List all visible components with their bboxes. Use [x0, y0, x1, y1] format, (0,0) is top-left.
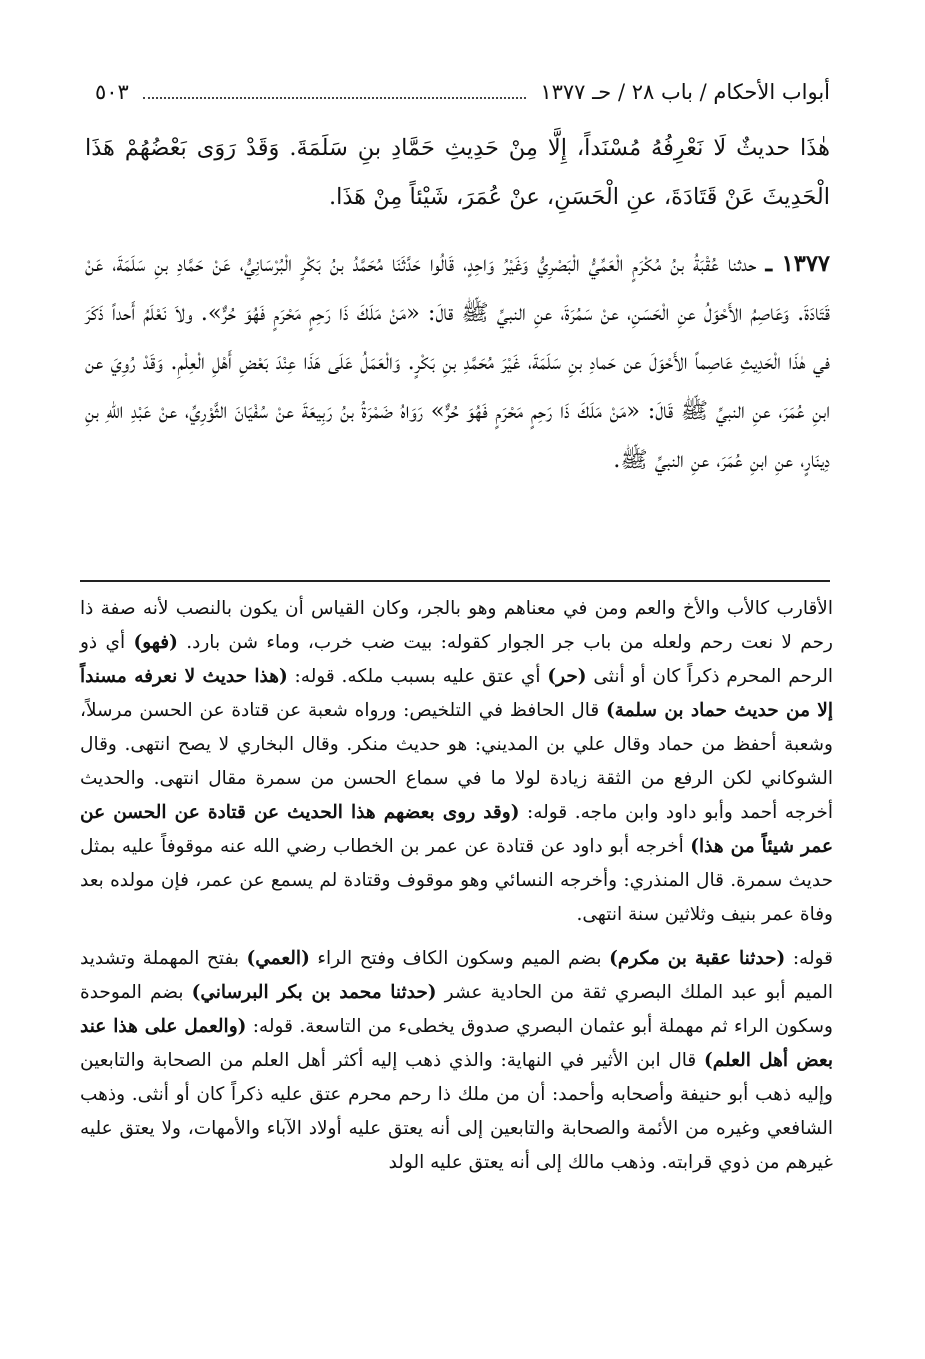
fn1-text-2: أي ذو الرحم المحرم ذكراً كان أو أنثى [80, 632, 833, 687]
fn1-bold-4: (وقد روى بعضهم هذا الحديث عن قتادة عن الحسن عن عمر شيئاً من هذا) [80, 802, 833, 857]
page-header [95, 72, 830, 112]
fn2-bold-4: (والعمل على هذا عند بعض أهل العلم) [80, 1016, 833, 1071]
main-paragraph-2 [85, 240, 830, 485]
hadith-number: ١٣٧٧ ـ [765, 251, 830, 277]
fn2-bold-2: (العمي) [246, 948, 310, 969]
fn2-text-2: بضم الميم وسكون الكاف وفتح الراء [317, 948, 602, 969]
header-dot-leader [143, 97, 527, 99]
footnote-separator [80, 580, 830, 582]
fn2-text-1: قوله: [792, 948, 834, 969]
fn1-text-3: أي عتق عليه بسبب ملكه. قوله: [294, 666, 541, 687]
fn1-text-1: الأقارب كالأب والأخ والعم ومن في معناهم وهو بالجر، وكان القياس أن يكون بالنصب لأنه صفة ذا رحم لا نعت رحم ولعله من باب جر الجوار كقوله: بيت ضب خرب، وماء شن بارد. [80, 598, 833, 653]
fn1-text-5: أخرجه أبو داود عن قتادة عن عمر بن الخطاب رضي الله عنه موقوفاً عليه بمثل حديث سمرة. قال المنذري: وأخرجه النسائي وهو موقوف وقتادة لم يسمع عن عمر، فإن مولده بعد وفاة عمر بنيف وثلاثين سنة انتهى. [80, 836, 833, 925]
fn1-bold-3: (هذا حديث لا نعرفه مسنداً إلا من حديث حماد بن سلمة) [80, 666, 833, 721]
footnote-2 [80, 942, 833, 1180]
fn2-text-4: بضم الموحدة وسكون الراء ثم مهملة أبو عثمان البصري صدوق يخطىء من التاسعة. قوله: [80, 982, 833, 1037]
fn1-bold-2: (حر) [547, 666, 587, 687]
fn2-text-5: قال ابن الأثير في النهاية: والذي ذهب إليه أكثر أهل العلم من الصحابة والتابعين وإليه ذهب أبو حنيفة وأصحابه وأحمد: أن من ملك ذا رحم محرم عتق عليه ذكراً كان أو أنثى. وذهب الشافعي وغيره من الأئمة والصحابة والتابعين إلى أنه يعتق عليه أولاد الآباء والأمهات، ولا يعتق عليه غيرهم من ذوي قرابته. وذهب مالك إلى أنه يعتق عليه الولد [80, 1050, 833, 1173]
fn2-text-3: بفتح المهملة وتشديد الميم أبو عبد الملك البصري ثقة من الحادية عشر [80, 948, 833, 1003]
fn1-bold-1: (فهو) [133, 632, 178, 653]
fn2-bold-3: (حدثنا محمد بن بكر البرساني) [191, 982, 437, 1003]
main-text [85, 124, 830, 485]
page-number: ٥٠٣ [95, 80, 129, 104]
running-title: أبواب الأحكام / باب ٢٨ / حـ ١٣٧٧ [540, 80, 830, 104]
hadith-text: حدثنا عُقْبَةُ بنُ مُكْرَمٍ الْعَمِّيُّ الْبَصْرِيُّ وَغَيْرُ وَاحِدٍ، قَالُوا حَدَّثَنَا مُحَمَّدُ بنُ بَكْرٍ الْبُرْسَانِيُّ، عَنْ حَمَّادِ بنِ سَلَمَةَ، عَنْ قَتَادَةَ. وَعَاصِمُ الأَحْوَلُ عنِ الْحَسَنِ، عنْ سَمُرَةَ، عنِ النبيِّ ﷺ قالَ: «مَنْ مَلَكَ ذَا رَحِمٍ مَحْرَمٍ فَهُوَ حُرٌّ». ولاَ نَعْلَمُ أَحداً ذَكَرَ في هٰذَا الْحَدِيثِ عَاصِماً الأَحْوَلَ عن حَمادِ بنِ سَلَمَةَ، غَيْرَ مُحَمَّدِ بنِ بَكْرٍ. وَالْعَمَلُ عَلَى هَذَا عِنْدَ بَعْضِ أَهْلِ الْعِلْمِ. وَقَدْ رُوِيَ عن ابنِ عُمَرَ، عنِ النبيِّ ﷺ قَالَ: «مَنْ مَلَكَ ذَا رَحِمٍ مَحْرَمٍ فَهُوَ حُرٌّ» رَوَاهُ ضَمْرَةُ بنُ رَبِيعَةَ عنْ سُفْيَانَ الثَّوْرِيِّ، عنْ عَبْدِ اللهِ بنِ دِينَارٍ، عنِ ابنِ عُمَرَ، عنِ النبيِّ ﷺ. [85, 251, 830, 473]
fn2-bold-1: (حدثنا عقبة بن مكرم) [609, 948, 786, 969]
footnote-1 [80, 592, 833, 932]
fn1-text-4: قال الحافظ في التلخيص: ورواه شعبة عن قتادة عن الحسن مرسلاً، وشعبة أحفظ من حماد وقال علي بن المديني: هو حديث منكر. وقال البخاري لا يصح انتهى. وقال الشوكاني لكن الرفع من الثقة زيادة لولا ما في سماع الحسن من سمرة مقال انتهى. والحديث أخرجه أحمد وأبو داود وابن ماجه. قوله: [80, 700, 833, 823]
main-paragraph-1: هٰذَا حديثٌ لَا نَعْرِفُهُ مُسْنَداً، إِلَّا مِنْ حَدِيثِ حَمَّادِ بنِ سَلَمَةَ. وَقَدْ رَوَى بَعْضُهُمْ هَذَا الْحَدِيثَ عَنْ قَتَادَةَ، عنِ الْحَسَنِ، عنْ عُمَرَ، شَيْئاً مِنْ هَذَا. [85, 135, 830, 210]
footnotes [80, 592, 833, 1180]
